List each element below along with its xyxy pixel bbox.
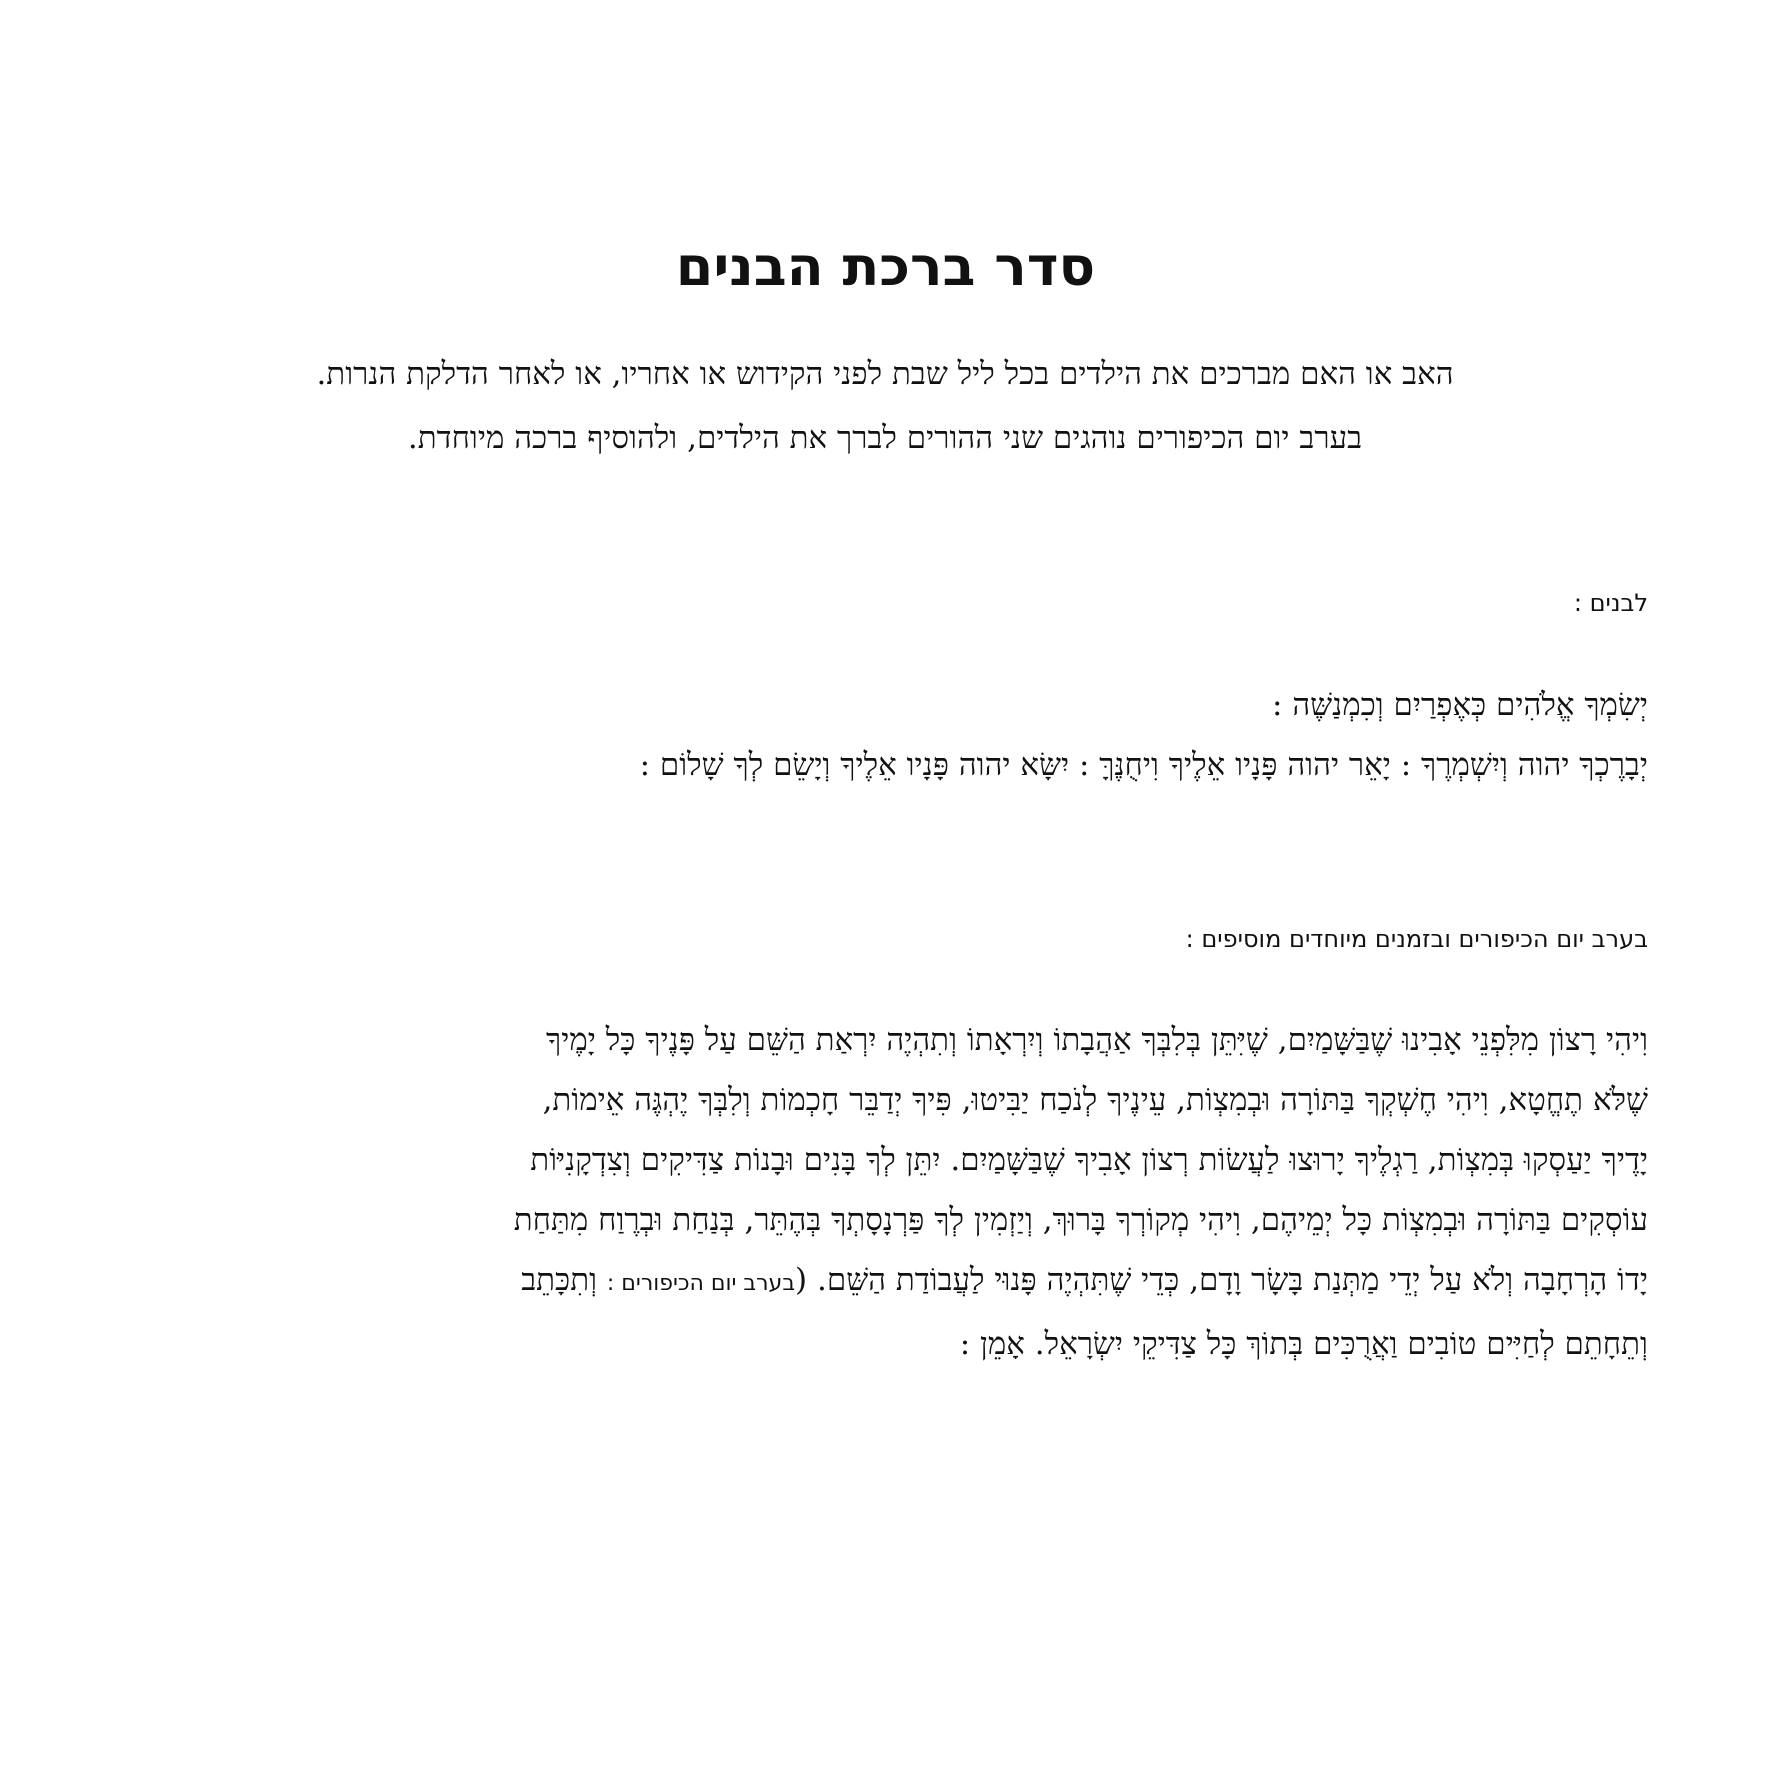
intro-line: בערב יום הכיפורים נוהגים שני ההורים לברך את הילדים, ולהוסיף ברכה מיוחדת. — [407, 420, 1363, 456]
blessing-line: יְשִׂמְךָ אֱלֹהִים כְּאֶפְרַיִם וְכִמְנַשֶּׁה : — [1272, 687, 1648, 723]
prayer-line: וְתֵחָתֵם לְחַיִּים טוֹבִים וַאֲרֻכִּים בְּתוֹךְ כָּל צַדִּיקֵי יִשְׂרָאֵל. אָמֵן : — [959, 1326, 1648, 1362]
prayer-line: וִיהִי רָצוֹן מִלִּפְנֵי אָבִינוּ שֶׁבַּשָּׁמַיִם, שֶׁיִּתֵּן בְּלִבְּךָ אַהֲבָתוֹ וְיִרְאָתוֹ וְתִהְיֶה יִרְאַת הַשֵּׁם עַל פָּנֶיךָ כָּל יָמֶיךָ — [546, 1022, 1648, 1058]
prayer-text: וְתִכָּתֵב — [521, 1262, 607, 1298]
section-label-sons: לבנים : — [1573, 589, 1648, 617]
prayer-text: יָדוֹ הָרְחָבָה וְלֹא עַל יְדֵי מַתְּנַת בָּשָׂר וָדָם, כְּדֵי שֶׁתִּהְיֶה פָּנוּי לַעֲבוֹדַת הַשֵּׁם. ( — [795, 1262, 1648, 1298]
prayer-line — [118, 1250, 1648, 1314]
sons-blessing — [118, 675, 1648, 795]
prayer-line: יָדֶיךָ יַעַסְקוּ בְּמִצְוֹת, רַגְלֶיךָ יָרוּצוּ לַעֲשׂוֹת רְצוֹן אָבִיךָ שֶׁבַּשָּׁמַיִם. יִתֵּן לְךָ בָּנִים וּבָנוֹת צַדִּיקִים וְצִדְקָנִיּוֹת — [530, 1142, 1648, 1178]
section-label-yom-kippur: בערב יום הכיפורים ובזמנים מיוחדים מוסיפים : — [1185, 925, 1648, 953]
inline-note: בערב יום הכיפורים : — [606, 1271, 796, 1296]
prayer-line: עוֹסְקִים בַּתּוֹרָה וּבְמִצְוֹת כָּל יְמֵיהֶם, וִיהִי מְקוֹרְךָ בָּרוּךְ, וְיַזְמִין לְךָ פַּרְנָסָתְךָ בְּהֶתֵּר, בְּנַחַת וּבְרֶוַח מִתַּחַת — [513, 1202, 1648, 1238]
blessing-line: יְבָרֶכְךָ יהוה וְיִשְׁמְרֶךָ : יָאֵר יהוה פָּנָיו אֵלֶיךָ וִיחֻנֶּךָּ : יִשָּׂא יהוה פָּנָיו אֵלֶיךָ וְיָשֵׂם לְךָ שָׁלוֹם : — [639, 747, 1648, 783]
intro-paragraph — [120, 342, 1650, 470]
prayer-line: שֶׁלֹּא תֶחֱטָא, וִיהִי חֶשְׁקְךָ בַּתּוֹרָה וּבְמִצְוֹת, עֵינֶיךָ לְנֹכַח יַבִּיטוּ, פִּיךָ יְדַבֵּר חָכְמוֹת וְלִבְּךָ יֶהְגֶּה אֵימוֹת, — [542, 1082, 1648, 1118]
yom-kippur-prayer — [118, 1010, 1648, 1374]
page-title: סדר ברכת הבנים — [675, 235, 1096, 298]
intro-line: האב או האם מברכים את הילדים בכל ליל שבת לפני הקידוש או אחריו, או לאחר הדלקת הנרות. — [316, 356, 1454, 392]
